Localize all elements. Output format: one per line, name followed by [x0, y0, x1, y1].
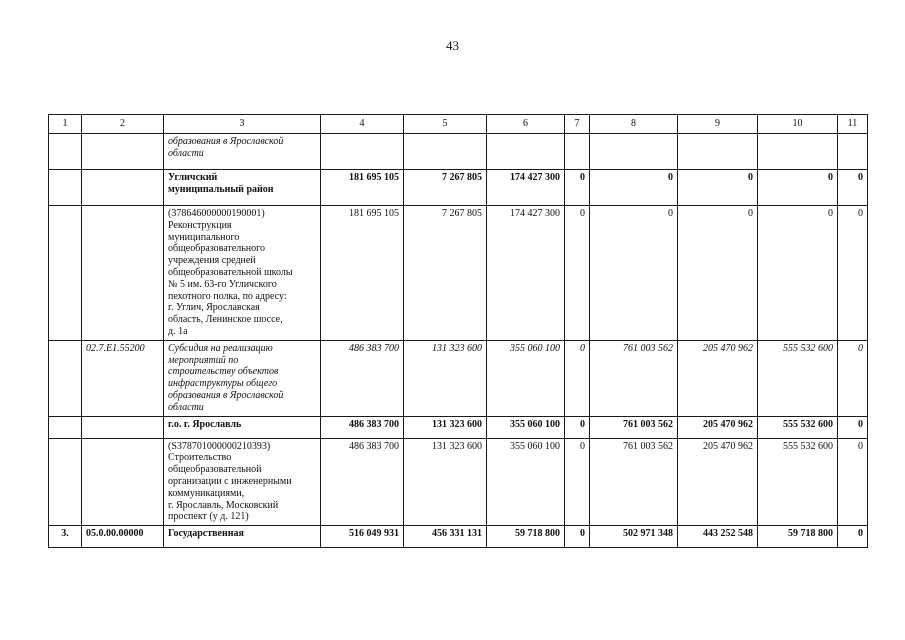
value-cell: 486 383 700: [321, 438, 404, 526]
value-cell: [321, 134, 404, 170]
value-cell: [590, 134, 678, 170]
row-number-cell: 3.: [49, 526, 82, 548]
value-cell: 761 003 562: [590, 416, 678, 438]
description-cell: Государственная: [164, 526, 321, 548]
value-cell: 0: [565, 170, 590, 206]
description-cell: Угличский муниципальный район: [164, 170, 321, 206]
value-cell: 7 267 805: [404, 170, 487, 206]
value-cell: 0: [838, 206, 868, 341]
value-cell: 131 323 600: [404, 438, 487, 526]
header-cell: 6: [487, 115, 565, 134]
value-cell: 0: [565, 438, 590, 526]
description-cell: г.о. г. Ярославль: [164, 416, 321, 438]
table-row: [49, 206, 868, 341]
value-cell: 0: [678, 206, 758, 341]
value-cell: 355 060 100: [487, 340, 565, 416]
header-cell: 3: [164, 115, 321, 134]
table-row: [49, 340, 868, 416]
row-number-cell: [49, 438, 82, 526]
value-cell: 486 383 700: [321, 340, 404, 416]
header-cell: 2: [82, 115, 164, 134]
value-cell: 59 718 800: [487, 526, 565, 548]
value-cell: 0: [590, 170, 678, 206]
value-cell: 0: [838, 438, 868, 526]
code-cell: [82, 438, 164, 526]
code-cell: 02.7.E1.55200: [82, 340, 164, 416]
code-cell: [82, 134, 164, 170]
description-cell: (378646000000190001) Реконструкция муниципального общеобразовательного учреждения средней общеобразовательной школы № 5 им. 63-го Угличского пехотного полка, по адресу: г. Углич, Ярославская область, Ленинское шоссе, д. 1а: [164, 206, 321, 341]
value-cell: 0: [565, 340, 590, 416]
value-cell: 355 060 100: [487, 438, 565, 526]
value-cell: 0: [590, 206, 678, 341]
description-cell: Субсидия на реализацию мероприятий по строительству объектов инфраструктуры общего образования в Ярославской области: [164, 340, 321, 416]
value-cell: 486 383 700: [321, 416, 404, 438]
value-cell: 0: [565, 416, 590, 438]
row-number-cell: [49, 416, 82, 438]
table-row: [49, 526, 868, 548]
value-cell: [838, 134, 868, 170]
code-cell: [82, 206, 164, 341]
value-cell: 456 331 131: [404, 526, 487, 548]
value-cell: 555 532 600: [758, 416, 838, 438]
description-cell: (S378701000000210393) Строительство общеобразовательной организации с инженерными коммуникациями, г. Ярославль, Московский проспект (у д. 121): [164, 438, 321, 526]
value-cell: 0: [838, 416, 868, 438]
value-cell: 174 427 300: [487, 206, 565, 341]
value-cell: 555 532 600: [758, 340, 838, 416]
value-cell: 0: [838, 340, 868, 416]
value-cell: 0: [758, 206, 838, 341]
header-cell: 7: [565, 115, 590, 134]
row-number-cell: [49, 134, 82, 170]
value-cell: 131 323 600: [404, 416, 487, 438]
value-cell: 443 252 548: [678, 526, 758, 548]
page-number: 43: [446, 38, 459, 53]
value-cell: 0: [838, 526, 868, 548]
row-number-cell: [49, 340, 82, 416]
row-number-cell: [49, 170, 82, 206]
value-cell: 205 470 962: [678, 416, 758, 438]
table-row: [49, 438, 868, 526]
value-cell: 0: [565, 526, 590, 548]
table-row: [49, 170, 868, 206]
row-number-cell: [49, 206, 82, 341]
value-cell: 555 532 600: [758, 438, 838, 526]
value-cell: 502 971 348: [590, 526, 678, 548]
value-cell: 174 427 300: [487, 170, 565, 206]
header-cell: 8: [590, 115, 678, 134]
code-cell: 05.0.00.00000: [82, 526, 164, 548]
value-cell: 59 718 800: [758, 526, 838, 548]
value-cell: 7 267 805: [404, 206, 487, 341]
header-cell: 4: [321, 115, 404, 134]
value-cell: [758, 134, 838, 170]
header-cell: 10: [758, 115, 838, 134]
value-cell: 131 323 600: [404, 340, 487, 416]
budget-table: [48, 114, 868, 548]
table-row: [49, 134, 868, 170]
code-cell: [82, 170, 164, 206]
value-cell: 761 003 562: [590, 340, 678, 416]
value-cell: 0: [565, 206, 590, 341]
value-cell: 761 003 562: [590, 438, 678, 526]
header-row: [49, 115, 868, 134]
value-cell: [678, 134, 758, 170]
value-cell: 205 470 962: [678, 340, 758, 416]
header-cell: 1: [49, 115, 82, 134]
code-cell: [82, 416, 164, 438]
header-cell: 9: [678, 115, 758, 134]
value-cell: [404, 134, 487, 170]
value-cell: 205 470 962: [678, 438, 758, 526]
header-cell: 5: [404, 115, 487, 134]
description-cell: образования в Ярославской области: [164, 134, 321, 170]
value-cell: 355 060 100: [487, 416, 565, 438]
header-cell: 11: [838, 115, 868, 134]
value-cell: [565, 134, 590, 170]
value-cell: 0: [838, 170, 868, 206]
value-cell: 0: [758, 170, 838, 206]
value-cell: 181 695 105: [321, 206, 404, 341]
value-cell: [487, 134, 565, 170]
table-row: [49, 416, 868, 438]
value-cell: 0: [678, 170, 758, 206]
value-cell: 181 695 105: [321, 170, 404, 206]
value-cell: 516 049 931: [321, 526, 404, 548]
